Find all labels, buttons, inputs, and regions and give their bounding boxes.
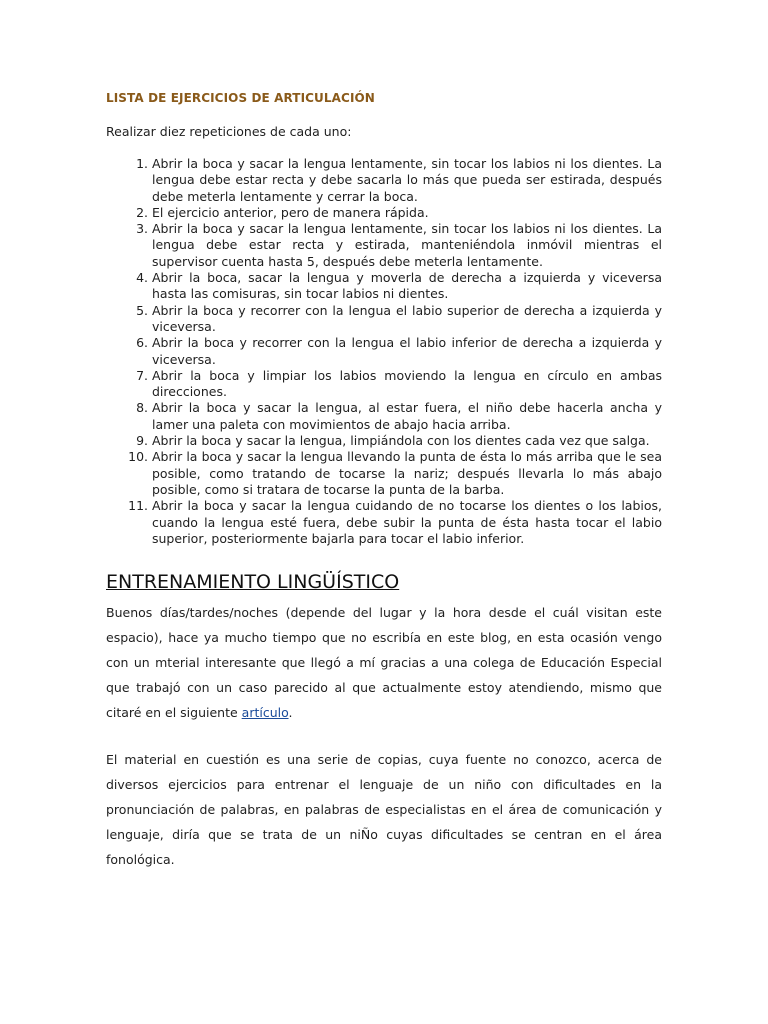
section-heading: ENTRENAMIENTO LINGÜÍSTICO — [106, 571, 400, 593]
paragraph-intro-end: . — [288, 705, 293, 720]
intro-text: Realizar diez repeticiones de cada uno: — [106, 124, 352, 139]
list-item: 6. Abrir la boca y recorrer con la lengua el labio inferior de derecha a izquierda y viceversa. — [152, 335, 662, 368]
list-item: 2. El ejercicio anterior, pero de manera rápida. — [152, 205, 662, 221]
paragraph-material: El material en cuestión es una serie de copias, cuya fuente no conozco, acerca de diversos ejercicios para entrenar el lenguaje de un niño con dificultades en la pronunciación de palabras, en palabras de especialistas en el área de comunicación y lenguaje, diría que se trata de un niÑo cuyas dificultades se centran en el área fonológica. — [106, 752, 662, 867]
list-item: 10. Abrir la boca y sacar la lengua llevando la punta de ésta lo más arriba que le sea posible, como tratando de tocarse la nariz; después llevarla lo más abajo posible, como si tratara de tocarse la punta de la barba. — [152, 449, 662, 498]
paragraph-intro — [106, 600, 662, 725]
list-item: 9. Abrir la boca y sacar la lengua, limpiándola con los dientes cada vez que salga. — [152, 433, 662, 449]
list-item: 11. Abrir la boca y sacar la lengua cuidando de no tocarse los dientes o los labios, cuando la lengua esté fuera, debe subir la punta de ésta hasta tocar el labio superior, posteriormente bajarla para tocar el labio inferior. — [152, 498, 662, 547]
list-item: 5. Abrir la boca y recorrer con la lengua el labio superior de derecha a izquierda y viceversa. — [152, 303, 662, 336]
document-title: LISTA DE EJERCICIOS DE ARTICULACIÓN — [106, 91, 375, 105]
article-link[interactable]: artículo — [241, 705, 289, 720]
exercise-list — [106, 156, 662, 547]
list-item: 8. Abrir la boca y sacar la lengua, al estar fuera, el niño debe hacerla ancha y lamer una paleta con movimientos de abajo hacia arriba. — [152, 400, 662, 433]
paragraph-intro-text: Buenos días/tardes/noches (depende del lugar y la hora desde el cuál visitan este espacio), hace ya mucho tiempo que no escribía en este blog, en esta ocasión vengo con un mterial interesante que llegó a mí gracias a una colega de Educación Especial que trabajó con un caso parecido al que actualmente estoy atendiendo, mismo que citaré en el siguiente — [106, 605, 662, 720]
list-item: 3. Abrir la boca y sacar la lengua lentamente, sin tocar los labios ni los dientes. La lengua debe estar recta y estirada, manteniéndola inmóvil mientras el supervisor cuenta hasta 5, después debe meterla lentamente. — [152, 221, 662, 270]
list-item: 7. Abrir la boca y limpiar los labios moviendo la lengua en círculo en ambas direcciones. — [152, 368, 662, 401]
list-item: 4. Abrir la boca, sacar la lengua y moverla de derecha a izquierda y viceversa hasta las comisuras, sin tocar labios ni dientes. — [152, 270, 662, 303]
list-item: 1. Abrir la boca y sacar la lengua lentamente, sin tocar los labios ni los dientes. La lengua debe estar recta y debe sacarla lo más que pueda ser estirada, después debe meterla lentamente y cerrar la boca. — [152, 156, 662, 205]
